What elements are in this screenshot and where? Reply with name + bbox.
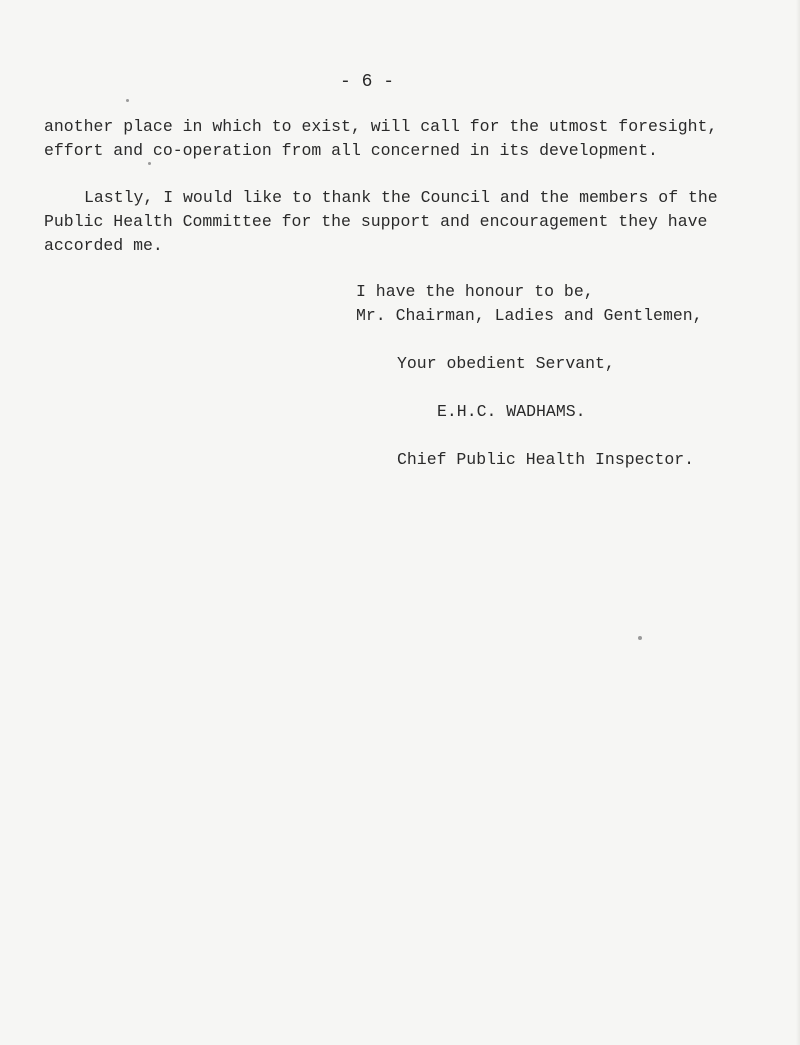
signature-name: E.H.C. WADHAMS. [437,402,586,421]
scan-speck [148,162,151,165]
paragraph-1-line-2: effort and co-operation from all concerned in its development. [44,141,658,160]
scan-speck [638,636,642,640]
paragraph-2-line-3: accorded me. [44,236,163,255]
paragraph-2-line-1: Lastly, I would like to thank the Council and the members of the [84,188,718,207]
closing-line-2: Mr. Chairman, Ladies and Gentlemen, [356,306,703,325]
page-edge-shadow [796,0,800,1045]
closing-line-3: Your obedient Servant, [397,354,615,373]
closing-line-1: I have the honour to be, [356,282,594,301]
paragraph-2-line-2: Public Health Committee for the support and encouragement they have [44,212,708,231]
scan-speck [126,99,129,102]
page-number: - 6 - [340,72,395,92]
paragraph-1-line-1: another place in which to exist, will call for the utmost foresight, [44,117,718,136]
signature-title: Chief Public Health Inspector. [397,450,695,469]
